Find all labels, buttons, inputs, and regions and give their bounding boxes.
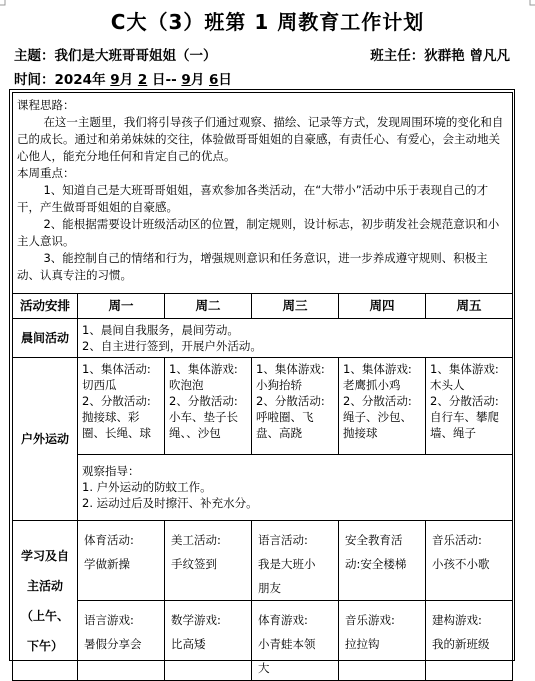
guide-line-1: 1. 户外运动的防蚊工作。 — [82, 480, 212, 494]
theme-label: 主题： — [14, 48, 55, 64]
teacher-value: 狄群艳 曾凡凡 — [424, 48, 510, 64]
activity-name: 我是大班小 — [258, 557, 316, 571]
outdoor-thu-line: 1、集体游戏: — [343, 362, 412, 376]
header-fri: 周五 — [426, 294, 513, 319]
corner-mark-top-left — [0, 0, 6, 6]
morning-content — [78, 319, 513, 358]
activity-name: 大 — [258, 661, 270, 675]
outdoor-mon-line: 圈、长绳、球 — [82, 426, 151, 440]
learning-fri-1 — [426, 521, 513, 601]
outdoor-row — [13, 358, 513, 455]
outdoor-tue-line: 绳、、沙包 — [169, 426, 221, 440]
outdoor-thu-line: 2、分散活动: — [343, 394, 412, 408]
outdoor-thu-line: 绳子、沙包、 — [343, 410, 412, 424]
activity-type: 语言活动: — [258, 533, 308, 547]
thinking-heading: 课程思路： — [17, 98, 75, 112]
activity-name: 小青蛙本领 — [258, 637, 316, 651]
learning-fri-2 — [426, 601, 513, 681]
learning-row-2 — [13, 601, 513, 681]
course-thinking-row — [13, 93, 513, 294]
guide-heading: 观察指导： — [82, 464, 140, 478]
outdoor-thu-line: 老鹰抓小鸡 — [343, 378, 401, 392]
outdoor-fri-line: 自行车、攀爬 — [430, 410, 499, 424]
theme-line — [14, 44, 217, 64]
activity-name: 小孩不小歌 — [432, 557, 490, 571]
focus-point-1: 1、知道自己是大班哥哥姐姐，喜欢参加各类活动，在“大带小”活动中乐于表现自己的才干，产生做哥哥姐姐的自豪感。 — [17, 183, 489, 214]
outdoor-mon-line: 2、分散活动: — [82, 394, 151, 408]
outdoor-thu — [339, 358, 426, 455]
outdoor-wed-line: 1、集体游戏: — [256, 362, 325, 376]
outdoor-fri — [426, 358, 513, 455]
activity-type: 安全教育活 — [345, 533, 403, 547]
corner-mark-top-right — [529, 0, 535, 6]
header-row — [13, 294, 513, 319]
time-unit-day-2: 日 — [218, 72, 232, 88]
morning-line-1: 1、晨间自我服务，晨间劳动。 — [82, 323, 239, 337]
outdoor-mon-line: 抛接球、彩 — [82, 410, 140, 424]
time-unit-month-2: 月 — [190, 72, 205, 88]
time-month-start: 9 — [110, 72, 120, 88]
learning-wed-2 — [252, 601, 339, 681]
outdoor-fri-line: 2、分散活动: — [430, 394, 499, 408]
learning-mon-2 — [78, 601, 165, 681]
outdoor-fri-line: 木头人 — [430, 378, 465, 392]
learning-thu-1 — [339, 521, 426, 601]
outdoor-tue-line: 小车、垫子长 — [169, 410, 238, 424]
morning-row — [13, 319, 513, 358]
time-line — [14, 68, 232, 88]
learning-mon-1 — [78, 521, 165, 601]
activity-type: 体育游戏: — [258, 613, 308, 627]
learning-tue-1 — [165, 521, 252, 601]
outdoor-wed — [252, 358, 339, 455]
course-thinking-cell — [13, 93, 513, 294]
header-mon: 周一 — [78, 294, 165, 319]
plan-table — [12, 92, 513, 681]
outdoor-wed-line: 小狗抬轿 — [256, 378, 302, 392]
guide-line-2: 2. 运动过后及时擦汗、补充水分。 — [82, 496, 258, 510]
activity-type: 建构游戏: — [432, 613, 482, 627]
header-thu: 周四 — [339, 294, 426, 319]
activity-name: 朋友 — [258, 581, 281, 595]
activity-name: 学做新操 — [84, 557, 130, 571]
focus-heading: 本周重点： — [17, 166, 75, 180]
header-activity: 活动安排 — [13, 294, 78, 319]
learning-row-1 — [13, 521, 513, 601]
activity-name: 拉拉钩 — [345, 637, 380, 651]
outdoor-wed-line: 呼啦圈、飞 — [256, 410, 314, 424]
activity-type: 美工活动: — [171, 533, 221, 547]
morning-label: 晨间活动 — [13, 319, 78, 358]
outdoor-mon-line: 1、集体活动: — [82, 362, 151, 376]
activity-type: 音乐游戏: — [345, 613, 395, 627]
learning-label — [13, 521, 78, 681]
activity-name: 手纹签到 — [171, 557, 217, 571]
time-unit-month: 月 — [119, 72, 134, 88]
activity-name: 比高矮 — [171, 637, 206, 651]
activity-name: 暑假分享会 — [84, 637, 142, 651]
outdoor-label: 户外运动 — [13, 358, 78, 521]
outdoor-tue-line: 2、分散活动: — [169, 394, 238, 408]
outdoor-mon-line: 切西瓜 — [82, 378, 117, 392]
focus-point-2: 2、能根据需要设计班级活动区的位置，制定规则，设计标志，初步萌发社会规范意识和小主人意识。 — [17, 217, 500, 248]
activity-type: 语言游戏: — [84, 613, 134, 627]
outdoor-thu-line: 抛接球 — [343, 426, 378, 440]
learning-thu-2 — [339, 601, 426, 681]
learning-label-line: （上午、 — [20, 608, 69, 623]
outdoor-fri-line: 墙、绳子 — [430, 426, 476, 440]
thinking-body: 在这一主题里，我们将引导孩子们通过观察、描绘、记录等方式，发现周围环境的变化和自己的成长。通过和弟弟妹妹的交往，体验做哥哥姐姐的自豪感，有责任心、有爱心，会主动地关心他人，能充分地任何和肯定自己的优点。 — [17, 115, 504, 163]
outdoor-mon — [78, 358, 165, 455]
learning-label-line: 主活动 — [26, 578, 63, 593]
outdoor-wed-line: 2、分散活动: — [256, 394, 325, 408]
activity-name: 我的新班级 — [432, 637, 490, 651]
learning-label-line: 下午） — [26, 638, 63, 653]
focus-point-3: 3、能控制自己的情绪和行为，增强规则意识和任务意识，进一步养成遵守规则、积极主动、认真专注的习惯。 — [17, 251, 488, 282]
outdoor-guide — [78, 455, 513, 521]
time-label: 时间：2024年 — [14, 72, 106, 88]
theme-value: 我们是大班哥哥姐姐（一） — [54, 48, 217, 64]
time-day-end: 6 — [209, 72, 219, 88]
activity-type: 数学游戏: — [171, 613, 221, 627]
outdoor-wed-line: 盘、高跷 — [256, 426, 302, 440]
activity-name: 动:安全楼梯 — [345, 557, 407, 571]
teacher-line — [370, 44, 510, 64]
morning-line-2: 2、自主进行签到，开展户外活动。 — [82, 339, 262, 353]
outdoor-guide-row — [13, 455, 513, 521]
teacher-label: 班主任： — [370, 48, 425, 64]
activity-type: 音乐活动: — [432, 533, 482, 547]
time-day-start: 2 — [137, 72, 148, 88]
time-month-end: 9 — [181, 72, 191, 88]
outdoor-fri-line: 1、集体游戏: — [430, 362, 499, 376]
header-wed: 周三 — [252, 294, 339, 319]
outdoor-tue — [165, 358, 252, 455]
page-title: C大（3）班第 1 周教育工作计划 — [110, 10, 425, 34]
header-tue: 周二 — [165, 294, 252, 319]
outdoor-tue-line: 吹泡泡 — [169, 378, 204, 392]
learning-label-line: 学习及自 — [20, 548, 69, 563]
time-unit-day-sep: 日-- — [152, 72, 182, 88]
learning-tue-2 — [165, 601, 252, 681]
activity-type: 体育活动: — [84, 533, 134, 547]
outdoor-tue-line: 1、集体游戏: — [169, 362, 238, 376]
learning-wed-1 — [252, 521, 339, 601]
